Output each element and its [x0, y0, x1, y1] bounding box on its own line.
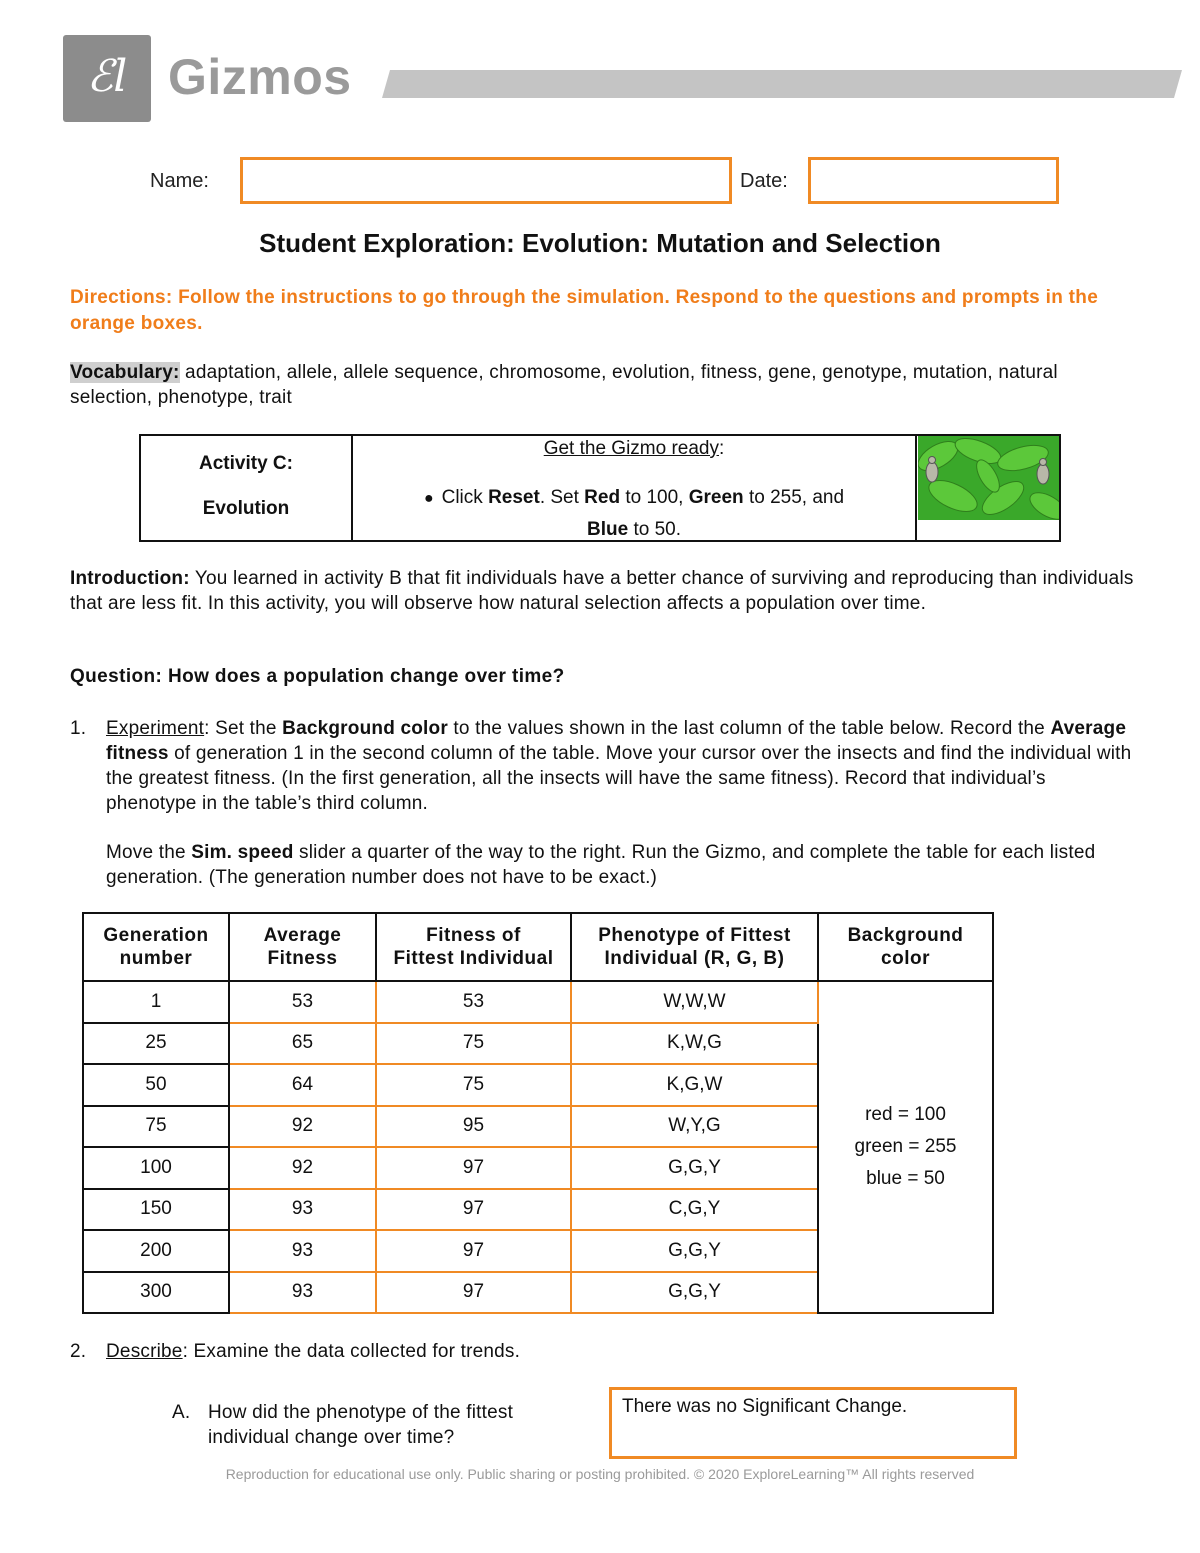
vocabulary-label: Vocabulary: [70, 362, 180, 383]
average-fitness-cell[interactable]: 93 [229, 1230, 376, 1272]
introduction-label: Introduction: [70, 568, 190, 589]
generation-cell: 50 [83, 1064, 229, 1106]
activity-name: Evolution [202, 498, 290, 519]
fittest-fitness-cell[interactable]: 97 [376, 1230, 571, 1272]
fittest-fitness-cell[interactable]: 75 [376, 1023, 571, 1065]
describe-label: Describe [106, 1341, 183, 1362]
average-fitness-cell[interactable]: 65 [229, 1023, 376, 1065]
fittest-fitness-cell[interactable]: 97 [376, 1189, 571, 1231]
name-label: Name: [150, 170, 209, 192]
header-phenotype: Phenotype of Fittest Individual (R, G, B) [571, 913, 818, 981]
question-heading: Question: How does a population change over time? [70, 666, 565, 687]
average-fitness-cell[interactable]: 92 [229, 1147, 376, 1189]
setup-step: ● Click Reset. Set Red to 100, Green to 255, and Blue to 50. [423, 487, 845, 540]
fittest-fitness-cell[interactable]: 75 [376, 1064, 571, 1106]
footer-copyright: Reproduction for educational use only. Public sharing or posting prohibited. © 2020 ExploreLearning™ All rights reserved [225, 1466, 975, 1482]
generation-cell: 150 [83, 1189, 229, 1231]
fittest-fitness-cell[interactable]: 97 [376, 1147, 571, 1189]
fittest-fitness-cell[interactable]: 53 [376, 981, 571, 1023]
generation-cell: 300 [83, 1272, 229, 1314]
phenotype-cell[interactable]: G,G,Y [571, 1147, 818, 1189]
item-1-paragraph-2: Move the Sim. speed slider a quarter of the way to the right. Run the Gizmo, and complete the table for each listed generation. (The generation number does not have to be exact.) [106, 842, 1096, 888]
page-title: Student Exploration: Evolution: Mutation and Selection [259, 228, 941, 258]
item-2-number: 2. [70, 1341, 87, 1362]
activity-label-cell [141, 436, 353, 540]
logo-glyph: ℰl [86, 51, 128, 102]
activity-label: Activity C: [199, 453, 293, 474]
fittest-fitness-cell[interactable]: 95 [376, 1106, 571, 1148]
item-2-text: Describe: Examine the data collected for trends. [106, 1341, 521, 1362]
item-2a-answer-box[interactable] [609, 1387, 1017, 1459]
item-2a-answer: There was no Significant Change. [622, 1396, 908, 1417]
generation-cell: 1 [83, 981, 229, 1023]
phenotype-cell[interactable]: W,W,W [571, 981, 818, 1023]
generation-cell: 25 [83, 1023, 229, 1065]
item-2a-letter: A. [172, 1402, 191, 1423]
header-bar [382, 70, 1182, 98]
item-2a-question: How did the phenotype of the fittest individual change over time? [208, 1402, 514, 1448]
date-field[interactable] [808, 157, 1059, 204]
table-row [83, 981, 993, 1023]
average-fitness-cell[interactable]: 92 [229, 1106, 376, 1148]
generation-cell: 75 [83, 1106, 229, 1148]
item-1-number: 1. [70, 718, 87, 739]
phenotype-cell[interactable]: G,G,Y [571, 1272, 818, 1314]
directions-text: Directions: Follow the instructions to go through the simulation. Respond to the questions and prompts in the orange boxes. [70, 287, 1099, 334]
date-label: Date: [740, 170, 788, 192]
fittest-fitness-cell[interactable]: 97 [376, 1272, 571, 1314]
vocabulary [70, 360, 1140, 410]
header-fittest-fitness: Fitness of Fittest Individual [376, 913, 571, 981]
average-fitness-cell[interactable]: 93 [229, 1272, 376, 1314]
introduction-text: You learned in activity B that fit individuals have a better chance of surviving and reproducing than individuals that are less fit. In this activity, you will observe how natural selection affects a population over time. [70, 568, 1134, 614]
experiment-label: Experiment [106, 718, 205, 739]
average-fitness-cell[interactable]: 64 [229, 1064, 376, 1106]
introduction [70, 566, 1140, 616]
activity-table [139, 434, 1061, 542]
generation-cell: 200 [83, 1230, 229, 1272]
phenotype-cell[interactable]: G,G,Y [571, 1230, 818, 1272]
header-average-fitness: Average Fitness [229, 913, 376, 981]
gizmos-brand-text: Gizmos [168, 49, 352, 105]
generation-cell: 100 [83, 1147, 229, 1189]
vocabulary-terms: adaptation, allele, allele sequence, chromosome, evolution, fitness, gene, genotype, mutation, natural selection, phenotype, trait [70, 362, 1058, 408]
leaf-insects-image [918, 436, 1059, 520]
average-fitness-cell[interactable]: 53 [229, 981, 376, 1023]
header-background-color: Background color [818, 913, 993, 981]
name-field[interactable] [240, 157, 732, 204]
phenotype-cell[interactable]: K,W,G [571, 1023, 818, 1065]
item-1-text: Experiment: Set the Background color to the values shown in the last column of the table below. Record the Average fitness of generation 1 in the second column of the table. Move your cursor over the insects and find the individual with the greatest fitness. (In the first generation, all the insects will have the same fitness). Record that individual’s phenotype in the table’s third column. [106, 718, 1132, 814]
phenotype-cell[interactable]: K,G,W [571, 1064, 818, 1106]
bullet-icon: ● [423, 490, 434, 507]
explorelearning-logo [63, 35, 151, 122]
average-fitness-cell[interactable]: 93 [229, 1189, 376, 1231]
background-color-cell: red = 100 green = 255 blue = 50 [818, 981, 993, 1313]
header-generation: Generation number [83, 913, 229, 981]
phenotype-cell[interactable]: W,Y,G [571, 1106, 818, 1148]
phenotype-cell[interactable]: C,G,Y [571, 1189, 818, 1231]
gizmo-ready-heading: Get the Gizmo ready [543, 438, 719, 459]
data-table [82, 912, 994, 1314]
activity-setup-cell: Get the Gizmo ready: ● Click Reset. Set Red to 100, Green to 255, and Blue to 50. [353, 436, 917, 540]
